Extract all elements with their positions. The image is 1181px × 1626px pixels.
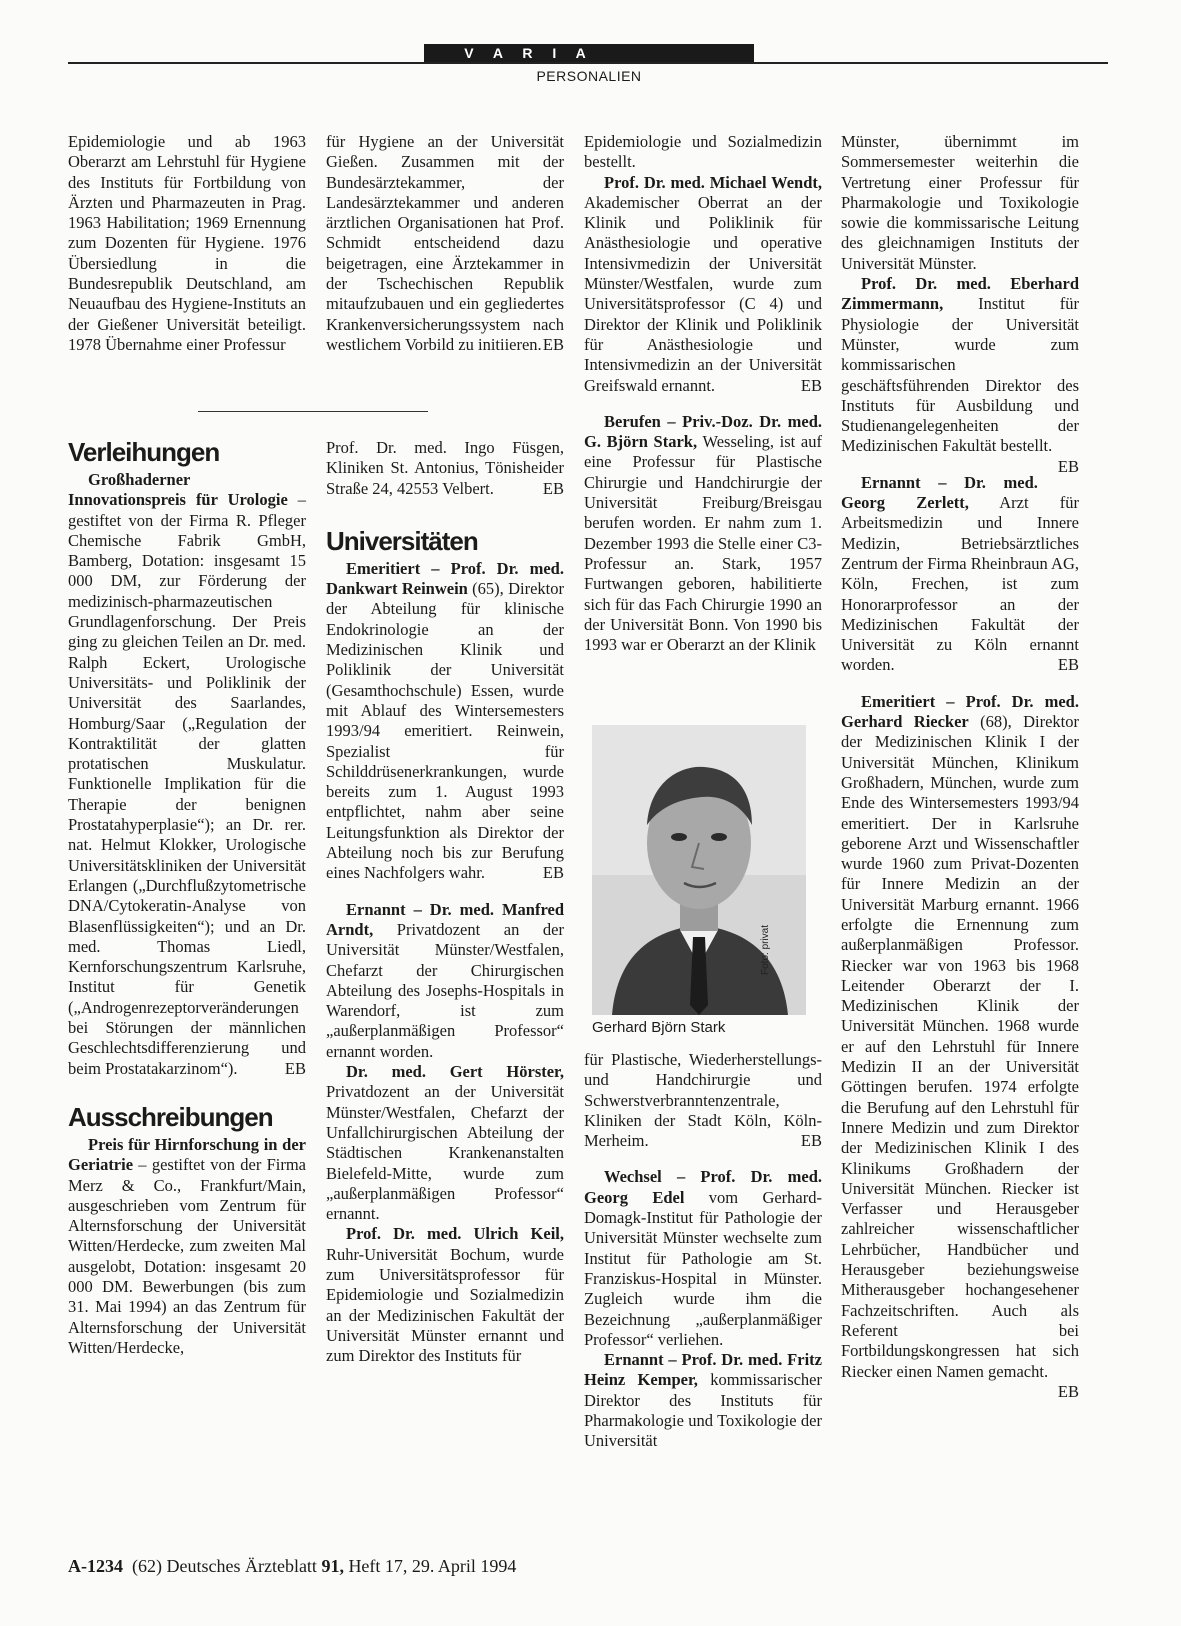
paragraph-lead: Prof. Dr. med. Ulrich Keil,	[346, 1224, 564, 1244]
paragraph-text: vom Gerhard-Domagk-Institut für Pathologie der Universität Münster wechselte zum Institut für Pathologie am St. Franziskus-Hospital in Münster. Zugleich wurde ihm die Bezeichnung „außerplanmäßiger Professor“ verliehen.	[584, 1187, 822, 1349]
paragraph-lead: Emeritiert – Prof. Dr. med. Dankwart Reinwein	[326, 558, 564, 599]
paragraph-text: Wesseling, ist auf eine Professur für Plastische Chirurgie und Handchirurgie der Universität Freiburg/Breisgau berufen worden. Er nahm zum 1. Dezember 1993 die Stelle einer C3-Professur an. Stark, 1957 Furtwangen geboren, habilitierte sich für das Fach Chirurgie 1990 an der Universität Bonn. Von 1990 bis 1993 war er Oberarzt an der Klinik	[584, 432, 822, 655]
paragraph-lead: Wechsel – Prof. Dr. med. Georg Edel	[584, 1167, 822, 1207]
paragraph	[68, 470, 306, 1079]
paragraph-lead: Großhaderner Innovationspreis für Urologie	[68, 470, 288, 510]
paragraph-text: (65), Direktor der Abteilung für klinische Endokrinologie an der Medizinischen Klinik und Poliklinik der Universität (Gesamthochschule) Essen, wurde mit Ablauf des Wintersemesters 1993/94 emeritiert. Reinwein, Spezialist für Schilddrüsenerkrankungen, wurde bereits zum 1. August 1993 entpflichtet, nahm aber seine Leitungsfunktion als Direktor der Abteilung noch bis zur Berufung eines Nachfolgers wahr.	[326, 579, 564, 883]
paragraph	[326, 438, 564, 499]
paragraph-text: Arzt für Arbeitsmedizin und Innere Medizin, Betriebsärztliches Zentrum der Firma Rheinbraun AG, Köln, Frechen, ist zum Honorarprofessor an der Medizinischen Fakultät der Universität zu Köln ernannt worden.	[841, 493, 1079, 675]
paragraph	[326, 132, 564, 355]
column-4	[841, 132, 1079, 1402]
paragraph-lead: Ernannt – Dr. med. Georg Zerlett,	[841, 472, 1038, 513]
column-1	[68, 436, 306, 1358]
paragraph-text: Privatdozent an der Universität Münster/Westfalen, Chefarzt der Chirurgischen Abteilung des Josephs-Hospitals in Warendorf, ist zum „außerplanmäßigen Professor“ ernannt worden.	[326, 919, 564, 1061]
paragraph	[584, 1050, 822, 1151]
paragraph-text: kommissarischer Direktor des Instituts für Pharmakologie und Toxikologie der Universität	[584, 1370, 823, 1451]
section-heading-ausschreibungen: Ausschreibungen	[68, 1101, 273, 1132]
author-initials: EB	[800, 375, 822, 395]
footer-volume: 91,	[321, 1556, 344, 1576]
paragraph-text: Prof. Dr. med. Ingo Füsgen, Kliniken St. Antonius, Tönisheider Straße 24, 42553 Velbert.	[326, 438, 564, 498]
paragraph-lead: Dr. med. Gert Hörster,	[346, 1062, 564, 1082]
paragraph	[841, 691, 1079, 1401]
section-band-label: V A R I A	[464, 45, 594, 61]
paragraph-lead: Emeritiert – Prof. Dr. med. Gerhard Riecker	[841, 691, 1079, 732]
divider	[198, 411, 428, 412]
page-footer	[68, 1556, 516, 1577]
column-1-top	[68, 132, 306, 355]
header-rule	[68, 62, 1108, 64]
portrait-illustration	[592, 725, 806, 1015]
paragraph	[584, 1350, 822, 1451]
paragraph-lead: Ernannt – Dr. med. Manfred Arndt,	[326, 899, 564, 939]
footer-issue: Heft 17, 29. April 1994	[343, 1556, 517, 1576]
photo-caption: Gerhard Björn Stark	[592, 1019, 726, 1036]
paragraph-lead: Preis für Hirnforschung in der Geriatrie	[68, 1134, 306, 1175]
paragraph-text: für Hygiene an der Universität Gießen. Zusammen mit der Bundesärztekammer, der Landesärztekammer und anderen ärztlichen Organisationen hat Prof. Schmidt entscheidend dazu beigetragen, eine Ärztekammer in der Tschechischen Republik mitaufzubauen und ein gegliedertes Krankenversicherungssystem nach westlichem Vorbild zu initiieren.	[326, 132, 564, 354]
paragraph	[68, 1135, 306, 1358]
section-band	[424, 44, 754, 62]
author-initials: EB	[542, 334, 564, 354]
footer-journal: (62) Deutsches Ärzteblatt	[132, 1556, 322, 1576]
author-initials: EB	[542, 478, 564, 498]
paragraph	[584, 173, 822, 396]
column-2	[326, 438, 564, 1366]
paragraph	[584, 412, 822, 656]
column-3-top	[584, 132, 822, 655]
paragraph	[326, 1062, 564, 1224]
paragraph-text: (68), Direktor der Medizinischen Klinik I der Universität München, Klinikum Großhadern, München, wurde zum Ende des Wintersemesters 1993/94 emeritiert. Der in Karlsruhe geborene Arzt und Wissenschaftler wurde 1960 zum Privat-Dozenten für Innere Medizin an der Universität Marburg ernannt. 1966 erfolgte die Ernennung zum außerplanmäßigen Professor. Riecker war von 1963 bis 1968 Leitender Oberarzt der I. Medizinischen Klinik der Universität München. 1968 wurde er auf den Lehrstuhl für Innere Medizin II an der Universität Göttingen berufen. 1974 erfolgte die Berufung auf den Lehrstuhl für Innere Medizin und zum Direktor der Medizinischen Klinik I des Klinikums Großhadern der Universität München. Riecker ist Verfasser und Herausgeber zahlreicher wissenschaftlicher Lehrbücher, Handbücher und Herausgeber beziehungsweise Mitherausgeber hochangesehener Fachzeitschriften. Auch als Referent bei Fortbildungskongressen hat sich Riecker einen Namen gemacht.	[841, 712, 1079, 1381]
paragraph-text: Akademischer Oberrat an der Klinik und Poliklinik für Anästhesiologie und operative Intensivmedizin der Universität Münster/Westfalen, wurde zum Universitätsprofessor (C 4) und Direktor der Klinik und Poliklinik für Anästhesiologie und Intensivmedizin an der Universität Greifswald ernannt.	[584, 192, 822, 395]
paragraph	[326, 900, 564, 1062]
portrait-photo	[592, 725, 806, 1015]
author-initials: EB	[1057, 1381, 1079, 1401]
paragraph-text: – gestiftet von der Firma R. Pfleger Chemische Fabrik GmbH, Bamberg, Dotation: insgesamt 15 000 DM, zur Förderung der medizinisch-pharmazeutischen Grundlagenforschung. Der Preis ging zu gleichen Teilen an Dr. med. Ralph Eckert, Urologische Universitäts- und Poliklinik der Universität des Saarlandes, Homburg/Saar („Regulation der Kontraktilität der glatten protatischen Muskulatur. Funktionelle Implikation für die Therapie der benignen Prostatahyperplasie“); an Dr. rer. nat. Helmut Klokker, Urologische Universitätskliniken der Universität Erlangen („Durchflußzytometrische DNA/Cytokeratin-Analyse von Blasenflüssigkeiten“); und an Dr. med. Thomas Liedl, Kernforschungszentrum Karlsruhe, Institut für Genetik („Androgenrezeptorveränderungen bei Störungen der männlichen Geschlechtsdifferenzierung und beim Prostatakarzinom“).	[68, 490, 306, 1078]
paragraph: Epidemiologie und Sozialmedizin bestellt.	[584, 132, 822, 172]
section-heading-verleihungen: Verleihungen	[68, 437, 220, 467]
paragraph-text: für Plastische, Wiederherstellungs- und Handchirurgie und Schwerstverbranntenzentrale, Kliniken der Stadt Köln, Köln-Merheim.	[584, 1050, 822, 1151]
column-2-top	[326, 132, 564, 355]
author-initials: EB	[1057, 456, 1079, 476]
paragraph: Münster, übernimmt im Sommersemester weiterhin die Vertretung einer Professur für Pharmakologie und Toxikologie sowie die kommissarische Leitung des gleichnamigen Instituts der Universität Münster.	[841, 132, 1079, 273]
paragraph	[326, 1224, 564, 1366]
paragraph-text: Institut für Physiologie der Universität Münster, wurde zum kommissarischen geschäftsführenden Direktor des Instituts für Ausbildung und Studienangelegenheiten der Medizinischen Fakultät bestellt.	[841, 294, 1079, 456]
section-subtitle: PERSONALIEN	[536, 68, 642, 84]
author-initials: EB	[1057, 655, 1079, 675]
paragraph-lead: Ernannt – Prof. Dr. med. Fritz Heinz Kemper,	[584, 1350, 822, 1390]
paragraph-lead: Berufen – Priv.-Doz. Dr. med. G. Björn Stark,	[584, 411, 822, 452]
paragraph-text: Ruhr-Universität Bochum, wurde zum Universitätsprofessor für Epidemiologie und Sozialmedizin an der Medizinischen Fakultät der Universität Münster ernannt und zum Direktor des Instituts für	[326, 1244, 564, 1366]
paragraph	[584, 1167, 822, 1350]
section-heading-universitaeten: Universitäten	[326, 525, 478, 556]
author-initials: EB	[542, 863, 564, 883]
page-number: A-1234	[68, 1556, 123, 1576]
paragraph-lead: Prof. Dr. med. Eberhard Zimmermann,	[841, 274, 1079, 314]
paragraph-text: – gestiftet von der Firma Merz & Co., Frankfurt/Main, ausgeschrieben vom Zentrum für Alternsforschung der Universität Witten/Herdecke, zum zweiten Mal ausgelobt, Dotation: insgesamt 20 000 DM. Bewerbungen (bis zum 31. Mai 1994) an das Zentrum für Alternsforschung der Universität Witten/Herdecke,	[68, 1155, 306, 1357]
paragraph-lead: Prof. Dr. med. Michael Wendt,	[604, 172, 822, 192]
author-initials: EB	[284, 1058, 306, 1078]
paragraph	[841, 274, 1079, 476]
photo-credit: Foto: privat	[760, 924, 771, 975]
paragraph-text: Privatdozent an der Universität Münster/Westfalen, Chefarzt der Unfallchirurgischen Abteilung der Städtischen Krankenanstalten Bielefeld-Mitte, wurde zum „außerplanmäßigen Professor“ ernannt.	[326, 1082, 564, 1224]
paragraph: Epidemiologie und ab 1963 Oberarzt am Lehrstuhl für Hygiene des Instituts für Fortbildung von Ärzten und Pharmazeuten in Prag. 1963 Habilitation; 1969 Ernennung zum Dozenten für Hygiene. 1976 Übersiedlung in die Bundesrepublik Deutschland, am Neuaufbau des Hygiene-Instituts an der Gießener Universität beteiligt. 1978 Übernahme einer Professur	[68, 132, 306, 354]
author-initials: EB	[800, 1131, 822, 1151]
paragraph	[326, 559, 564, 884]
paragraph	[841, 473, 1079, 676]
column-3-bottom	[584, 1050, 822, 1452]
